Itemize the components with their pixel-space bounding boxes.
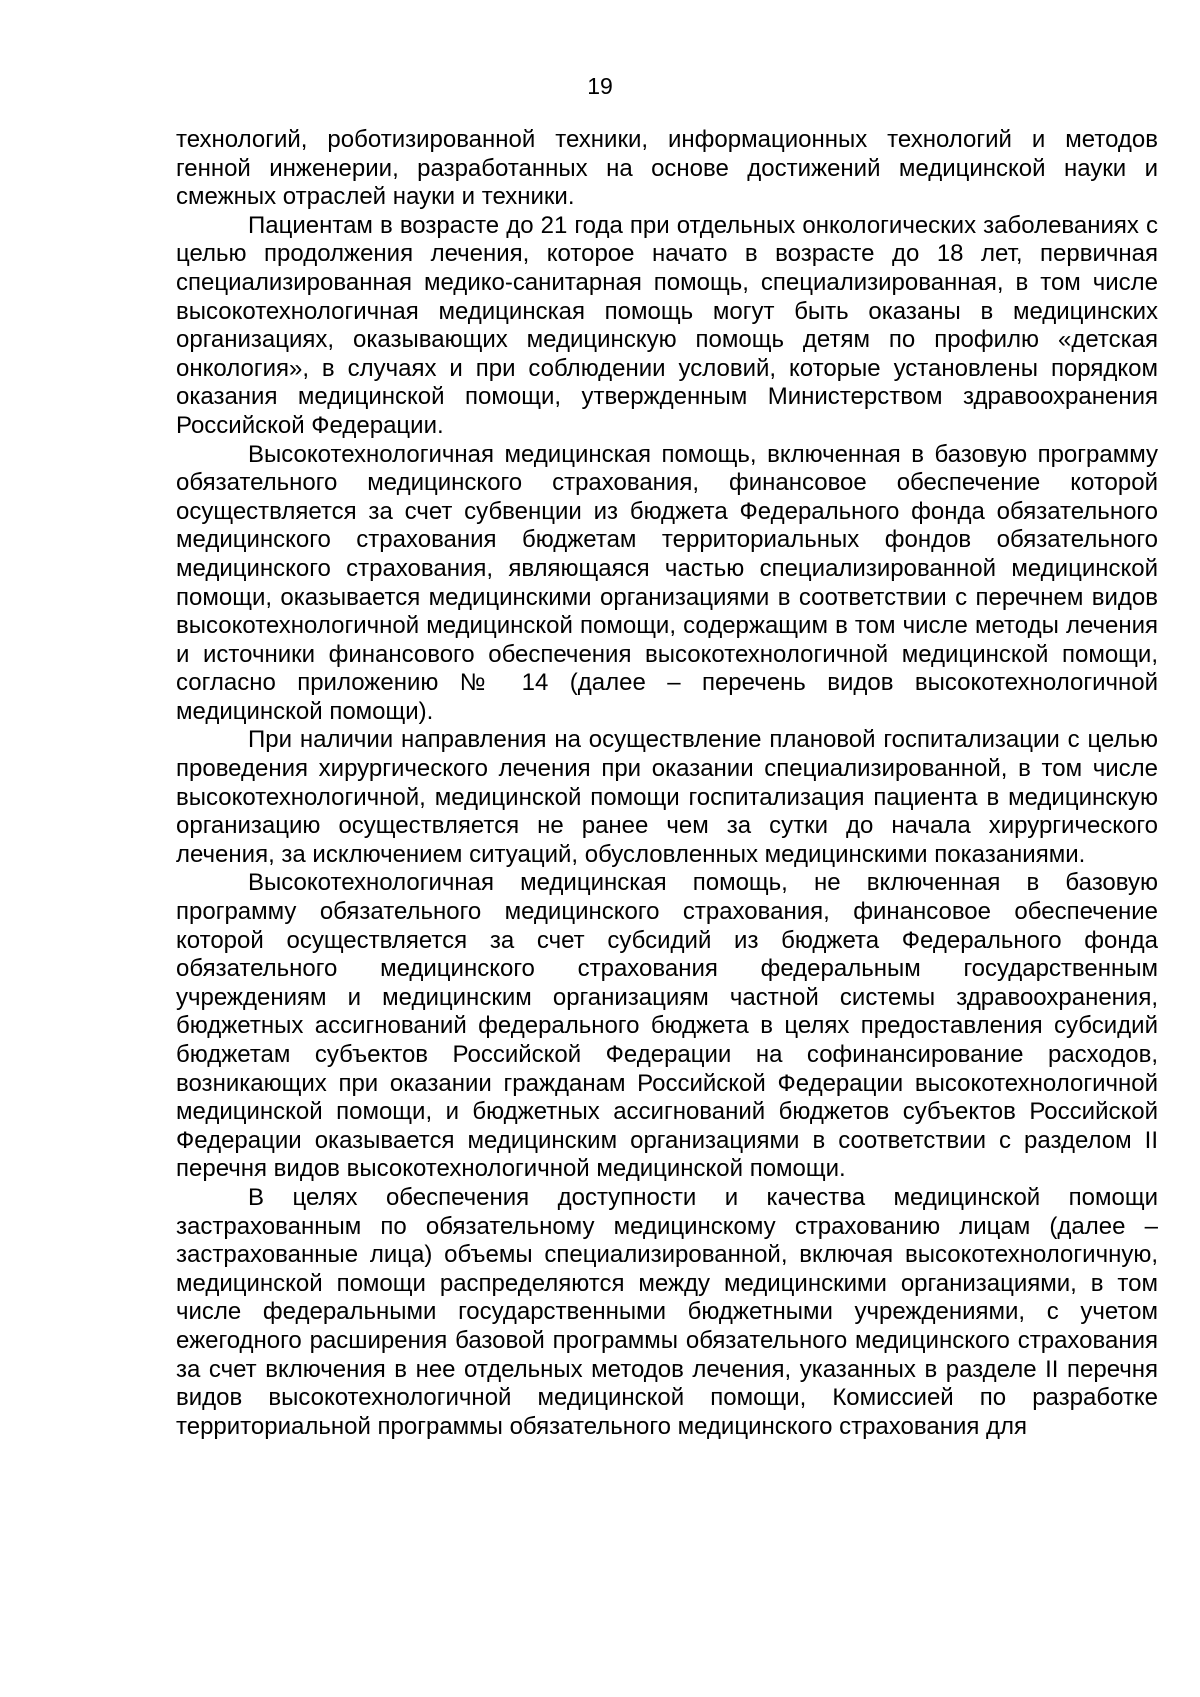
paragraph-htmp-included: Высокотехнологичная медицинская помощь, включенная в базовую программу обязательного медицинского страхования, финансовое обеспечение которой осуществляется за счет субвенции из бюджета Федерального фонда обязательного медицинского страхования бюджетам территориальных фондов обязательного медицинского страхования, являющаяся частью специализированной медицинской помощи, оказывается медицинскими организациями в соответствии с перечнем видов высокотехнологичной медицинской помощи, содержащим в том числе методы лечения и источники финансового обеспечения высокотехнологичной медицинской помощи, согласно приложению № 14 (далее – перечень видов высокотехнологичной медицинской помощи).: [176, 440, 1158, 725]
paragraph-planned-hospitalization: При наличии направления на осуществление плановой госпитализации с целью проведения хирургического лечения при оказании специализированной, в том числе высокотехнологичной, медицинской помощи госпитализация пациента в медицинскую организацию осуществляется не ранее чем за сутки до начала хирургического лечения, за исключением ситуаций, обусловленных медицинскими показаниями.: [176, 726, 1158, 868]
paragraph-volume-distribution: В целях обеспечения доступности и качества медицинской помощи застрахованным по обязательному медицинскому страхованию лицам (далее – застрахованные лица) объемы специализированной, включая высокотехнологичную, медицинской помощи распределяются между медицинскими организациями, в том числе федеральными государственными бюджетными учреждениями, с учетом ежегодного расширения базовой программы обязательного медицинского страхования за счет включения в нее отдельных методов лечения, указанных в разделе II перечня видов высокотехнологичной медицинской помощи, Комиссией по разработке территориальной программы обязательного медицинского страхования для: [176, 1183, 1158, 1440]
document-body: [176, 126, 1158, 1441]
page-number: 19: [587, 73, 613, 99]
paragraph-htmp-not-included: Высокотехнологичная медицинская помощь, не включенная в базовую программу обязательного медицинского страхования, финансовое обеспечение которой осуществляется за счет субсидий из бюджета Федерального фонда обязательного медицинского страхования федеральным государственным учреждениям и медицинским организациям частной системы здравоохранения, бюджетных ассигнований федерального бюджета в целях предоставления субсидий бюджетам субъектов Российской Федерации на софинансирование расходов, возникающих при оказании гражданам Российской Федерации высокотехнологичной медицинской помощи, и бюджетных ассигнований бюджетов субъектов Российской Федерации оказывается медицинским организациями в соответствии с разделом II перечня видов высокотехнологичной медицинской помощи.: [176, 869, 1158, 1183]
paragraph-continuation: технологий, роботизированной техники, информационных технологий и методов генной инженерии, разработанных на основе достижений медицинской науки и смежных отраслей науки и техники.: [176, 126, 1158, 211]
paragraph-oncology-patients: Пациентам в возрасте до 21 года при отдельных онкологических заболеваниях с целью продолжения лечения, которое начато в возрасте до 18 лет, первичная специализированная медико-санитарная помощь, специализированная, в том числе высокотехнологичная медицинская помощь могут быть оказаны в медицинских организациях, оказывающих медицинскую помощь детям по профилю «детская онкология», в случаях и при соблюдении условий, которые установлены порядком оказания медицинской помощи, утвержденным Министерством здравоохранения Российской Федерации.: [176, 211, 1158, 439]
